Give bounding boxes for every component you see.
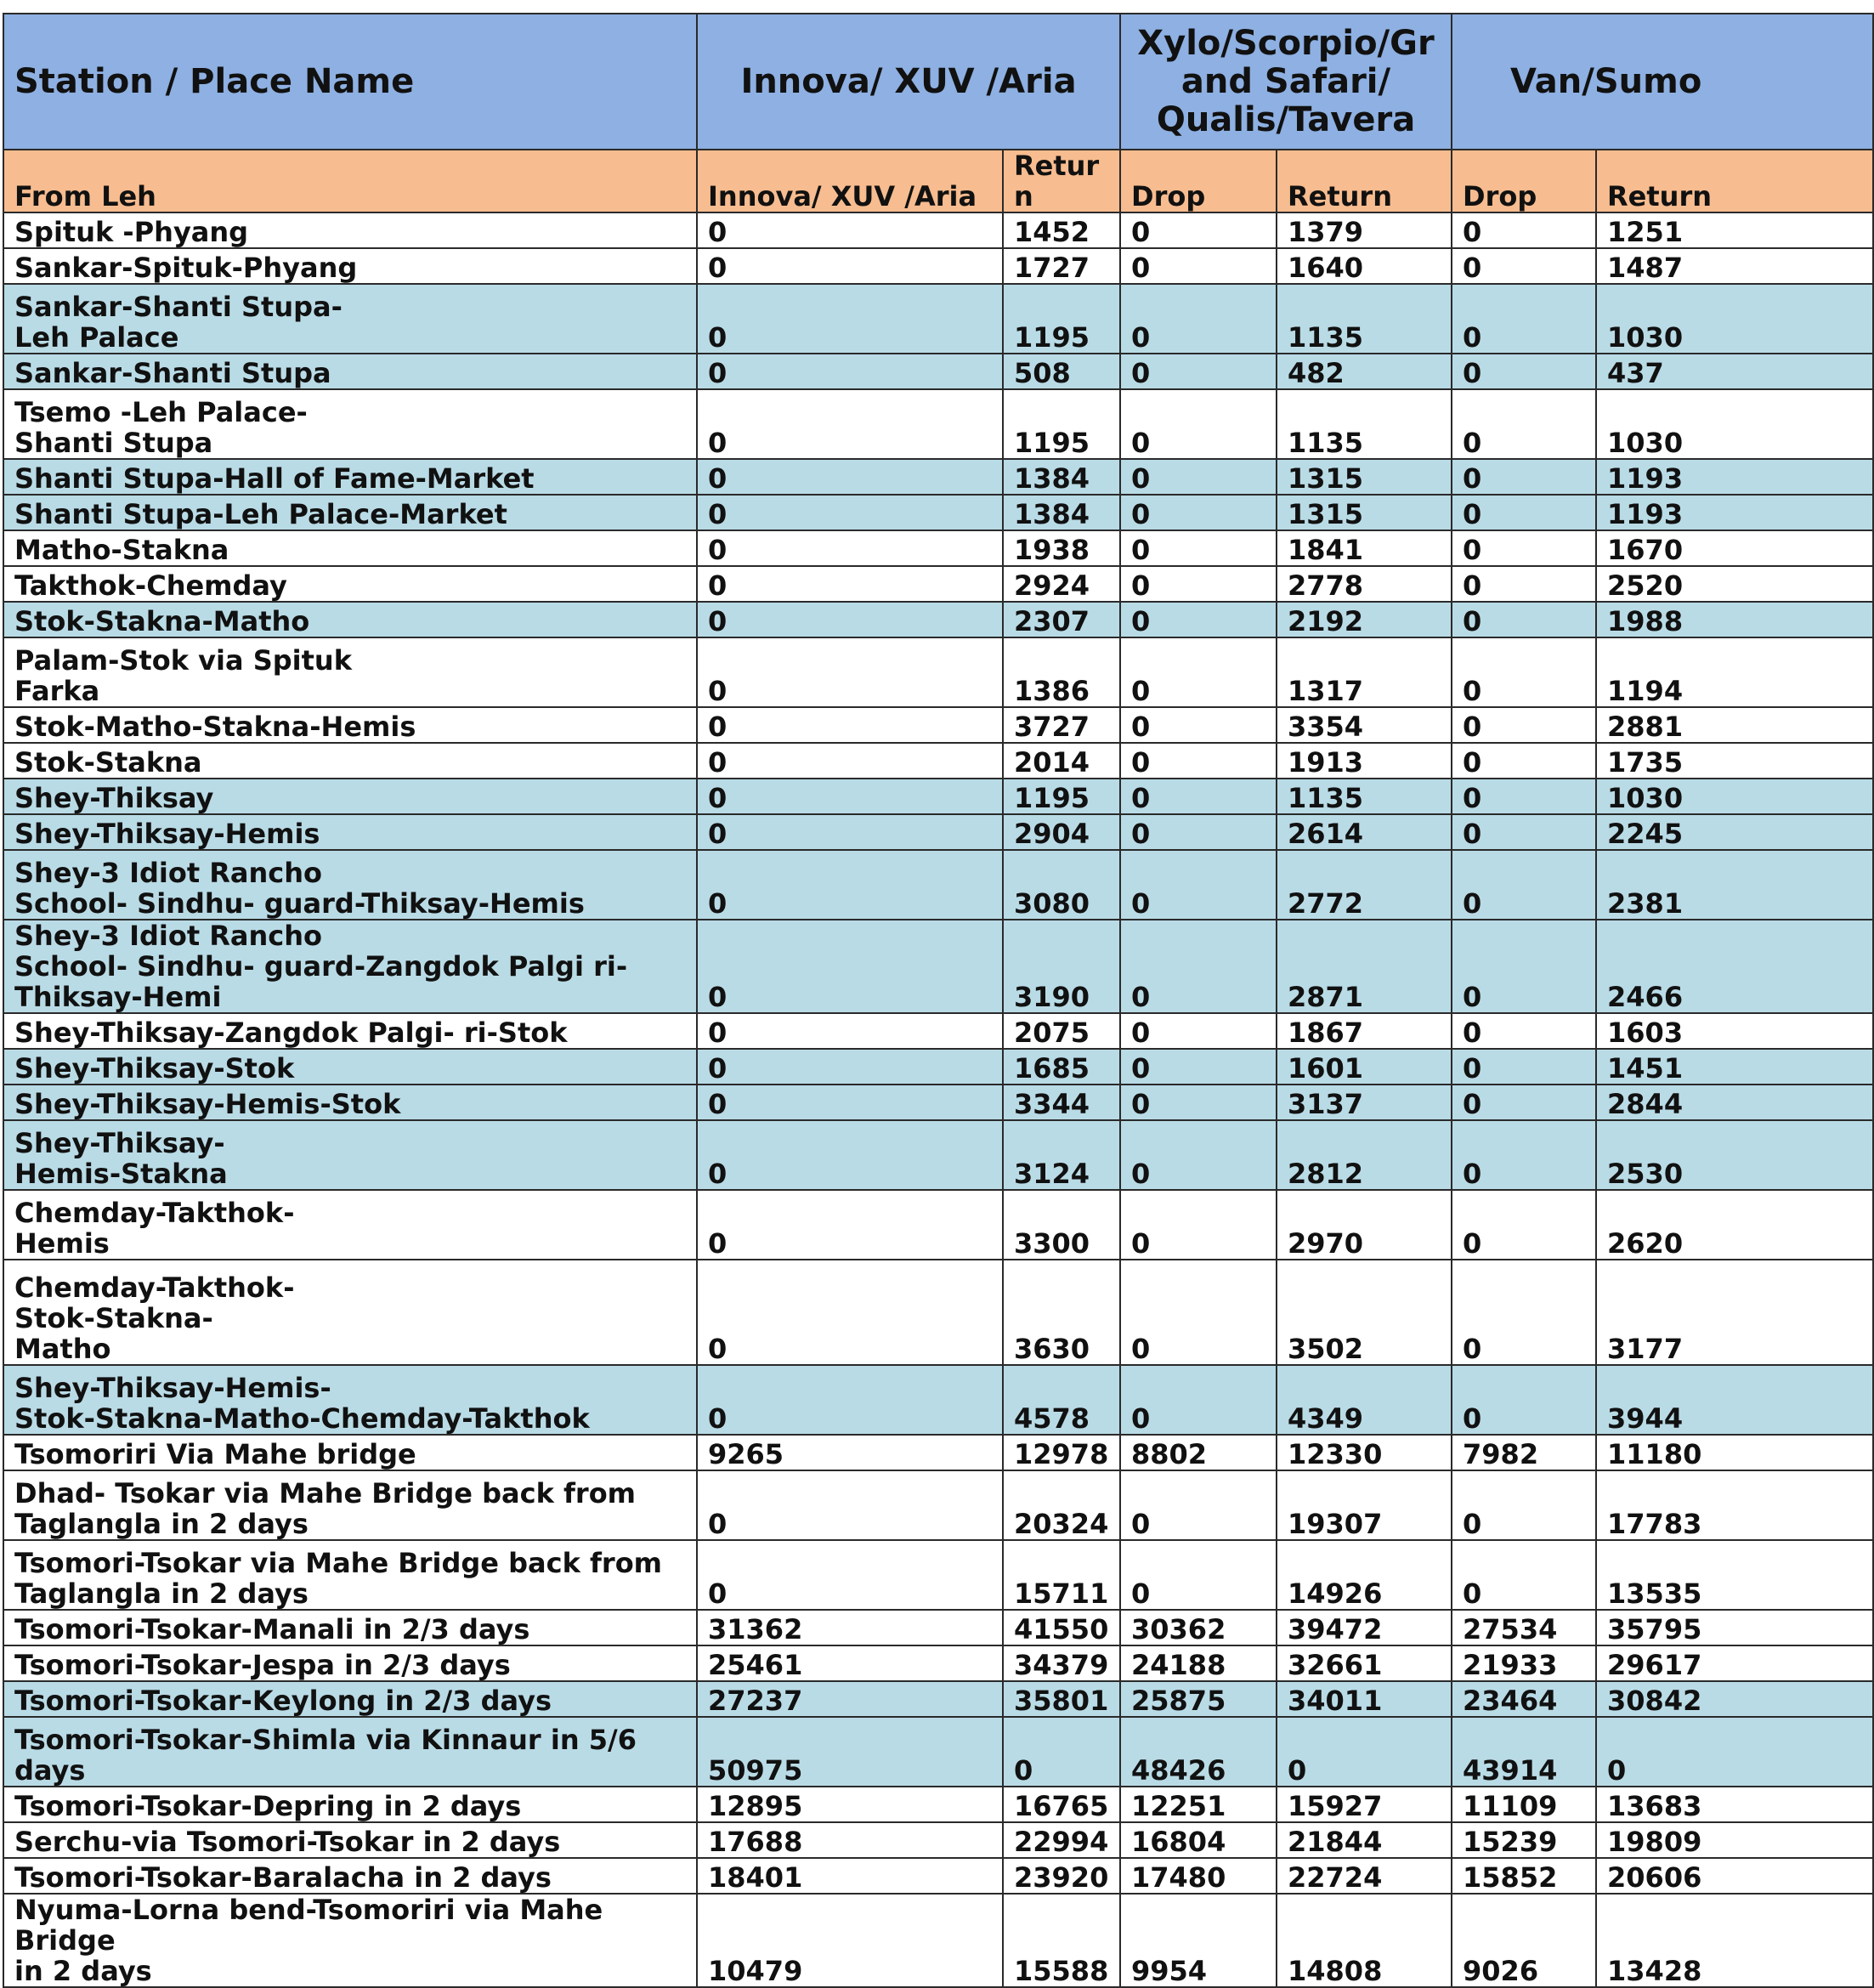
fare-cell-xylo-drop: 0	[1120, 495, 1277, 530]
table-row	[3, 1540, 1873, 1610]
fare-cell-van-return: 1193	[1596, 459, 1873, 495]
fare-cell-van-return: 1451	[1596, 1049, 1873, 1085]
fare-cell-van-return: 2881	[1596, 707, 1873, 743]
fare-cell-innova-drop: 0	[697, 602, 1003, 637]
fare-cell-innova-return: 3727	[1003, 707, 1120, 743]
fare-cell-xylo-drop: 48426	[1120, 1717, 1277, 1787]
table-row	[3, 1470, 1873, 1540]
fare-cell-van-return: 2466	[1596, 920, 1873, 1013]
fare-cell-xylo-drop: 12251	[1120, 1787, 1277, 1822]
route-name-cell: Tsomori-Tsokar-Keylong in 2/3 days	[3, 1681, 697, 1717]
fare-cell-innova-drop: 0	[697, 1190, 1003, 1260]
fare-cell-van-return: 19809	[1596, 1822, 1873, 1858]
table-row	[3, 1049, 1873, 1085]
fare-cell-van-return: 1603	[1596, 1013, 1873, 1049]
fare-cell-xylo-return: 14926	[1277, 1540, 1452, 1610]
table-row	[3, 212, 1873, 248]
fare-cell-xylo-drop: 0	[1120, 459, 1277, 495]
fare-cell-innova-return: 0	[1003, 1717, 1120, 1787]
fare-cell-xylo-return: 12330	[1277, 1435, 1452, 1470]
fare-cell-van-return: 1193	[1596, 495, 1873, 530]
fare-cell-van-drop: 0	[1452, 530, 1596, 566]
table-row	[3, 1681, 1873, 1717]
fare-cell-innova-return: 1384	[1003, 459, 1120, 495]
fare-cell-xylo-return: 1601	[1277, 1049, 1452, 1085]
fare-cell-xylo-return: 1135	[1277, 284, 1452, 354]
table-row	[3, 284, 1873, 354]
route-name-cell: Stok-Stakna	[3, 743, 697, 779]
fare-cell-van-drop: 0	[1452, 707, 1596, 743]
fare-cell-xylo-return: 39472	[1277, 1610, 1452, 1645]
fare-cell-innova-drop: 0	[697, 284, 1003, 354]
fare-cell-xylo-return: 1841	[1277, 530, 1452, 566]
fare-cell-innova-drop: 27237	[697, 1681, 1003, 1717]
fare-cell-innova-drop: 0	[697, 1470, 1003, 1540]
route-name-cell: Shey-Thiksay-Stok	[3, 1049, 697, 1085]
fare-cell-xylo-return: 1913	[1277, 743, 1452, 779]
fare-cell-innova-return: 508	[1003, 354, 1120, 389]
fare-cell-xylo-drop: 0	[1120, 743, 1277, 779]
fare-cell-innova-return: 2014	[1003, 743, 1120, 779]
subheader-innova-return: Retur n	[1003, 150, 1120, 212]
fare-cell-innova-drop: 0	[697, 212, 1003, 248]
route-name-cell: Tsomori-Tsokar-Shimla via Kinnaur in 5/6 days	[3, 1717, 697, 1787]
fare-cell-xylo-return: 15927	[1277, 1787, 1452, 1822]
table-row	[3, 248, 1873, 284]
fare-cell-xylo-drop: 0	[1120, 850, 1277, 920]
fare-cell-van-return: 13535	[1596, 1540, 1873, 1610]
fare-cell-xylo-return: 1867	[1277, 1013, 1452, 1049]
table-row	[3, 566, 1873, 602]
fare-cell-innova-return: 3630	[1003, 1260, 1120, 1365]
fare-cell-innova-return: 15588	[1003, 1894, 1120, 1987]
fare-cell-van-drop: 0	[1452, 637, 1596, 707]
table-row	[3, 530, 1873, 566]
table-row	[3, 707, 1873, 743]
header-station: Station / Place Name	[3, 14, 697, 150]
fare-cell-van-drop: 0	[1452, 1049, 1596, 1085]
fare-cell-innova-return: 16765	[1003, 1787, 1120, 1822]
fare-cell-van-drop: 0	[1452, 459, 1596, 495]
subheader-van-return: Return	[1596, 150, 1873, 212]
fare-cell-innova-return: 15711	[1003, 1540, 1120, 1610]
fare-cell-van-drop: 15852	[1452, 1858, 1596, 1894]
fare-cell-xylo-drop: 16804	[1120, 1822, 1277, 1858]
fare-cell-innova-drop: 0	[697, 530, 1003, 566]
fare-cell-innova-drop: 0	[697, 1260, 1003, 1365]
fare-cell-innova-drop: 0	[697, 743, 1003, 779]
route-name-cell: Tsemo -Leh Palace- Shanti Stupa	[3, 389, 697, 459]
fare-cell-innova-return: 3190	[1003, 920, 1120, 1013]
table-row	[3, 850, 1873, 920]
fare-cell-xylo-return: 1379	[1277, 212, 1452, 248]
fare-cell-van-return: 13428	[1596, 1894, 1873, 1987]
fare-cell-van-drop: 0	[1452, 1085, 1596, 1120]
fare-cell-xylo-return: 0	[1277, 1717, 1452, 1787]
fare-cell-xylo-return: 2614	[1277, 814, 1452, 850]
fare-cell-innova-drop: 0	[697, 1085, 1003, 1120]
fare-cell-van-drop: 0	[1452, 1120, 1596, 1190]
route-name-cell: Tsomori-Tsokar-Jespa in 2/3 days	[3, 1645, 697, 1681]
fare-cell-xylo-drop: 0	[1120, 212, 1277, 248]
fare-cell-xylo-return: 2871	[1277, 920, 1452, 1013]
route-name-cell: Shey-3 Idiot Rancho School- Sindhu- guard-Thiksay-Hemis	[3, 850, 697, 920]
fare-cell-xylo-drop: 0	[1120, 1260, 1277, 1365]
fare-cell-xylo-drop: 0	[1120, 602, 1277, 637]
fare-cell-innova-drop: 0	[697, 637, 1003, 707]
fare-cell-innova-drop: 0	[697, 920, 1003, 1013]
fare-cell-xylo-drop: 0	[1120, 354, 1277, 389]
route-name-cell: Tsomori-Tsokar-Depring in 2 days	[3, 1787, 697, 1822]
route-name-cell: Stok-Matho-Stakna-Hemis	[3, 707, 697, 743]
table-row	[3, 743, 1873, 779]
table-row	[3, 1610, 1873, 1645]
fare-cell-innova-return: 20324	[1003, 1470, 1120, 1540]
fare-cell-xylo-return: 2970	[1277, 1190, 1452, 1260]
fare-cell-van-return: 2530	[1596, 1120, 1873, 1190]
fare-cell-van-return: 17783	[1596, 1470, 1873, 1540]
fare-cell-van-drop: 0	[1452, 284, 1596, 354]
fare-cell-innova-return: 12978	[1003, 1435, 1120, 1470]
fare-cell-van-return: 2520	[1596, 566, 1873, 602]
table-row	[3, 637, 1873, 707]
fare-cell-van-return: 1735	[1596, 743, 1873, 779]
fare-cell-innova-drop: 25461	[697, 1645, 1003, 1681]
fare-cell-innova-drop: 0	[697, 707, 1003, 743]
route-name-cell: Shey-Thiksay-Hemis- Stok-Stakna-Matho-Chemday-Takthok	[3, 1365, 697, 1435]
route-name-cell: Tsomoriri Via Mahe bridge	[3, 1435, 697, 1470]
fare-cell-van-drop: 0	[1452, 495, 1596, 530]
route-name-cell: Shey-Thiksay-Zangdok Palgi- ri-Stok	[3, 1013, 697, 1049]
fare-cell-van-return: 437	[1596, 354, 1873, 389]
fare-cell-xylo-drop: 0	[1120, 1120, 1277, 1190]
fare-cell-xylo-drop: 0	[1120, 1470, 1277, 1540]
fare-cell-innova-return: 1386	[1003, 637, 1120, 707]
table-row	[3, 459, 1873, 495]
fare-cell-innova-return: 41550	[1003, 1610, 1120, 1645]
fare-cell-innova-drop: 0	[697, 495, 1003, 530]
fare-cell-van-drop: 0	[1452, 1365, 1596, 1435]
fare-cell-xylo-return: 2192	[1277, 602, 1452, 637]
fare-cell-van-return: 2844	[1596, 1085, 1873, 1120]
route-name-cell: Stok-Stakna-Matho	[3, 602, 697, 637]
fare-cell-innova-return: 2904	[1003, 814, 1120, 850]
fare-cell-van-return: 11180	[1596, 1435, 1873, 1470]
route-name-cell: Nyuma-Lorna bend-Tsomoriri via Mahe Bridge in 2 days	[3, 1894, 697, 1987]
fare-cell-innova-return: 1195	[1003, 779, 1120, 814]
route-name-cell: Spituk -Phyang	[3, 212, 697, 248]
fare-cell-innova-drop: 0	[697, 1120, 1003, 1190]
header-row-sub	[3, 150, 1873, 212]
fare-cell-innova-return: 3300	[1003, 1190, 1120, 1260]
fare-cell-innova-drop: 50975	[697, 1717, 1003, 1787]
fare-cell-van-return: 1030	[1596, 779, 1873, 814]
fare-cell-innova-return: 2924	[1003, 566, 1120, 602]
fare-cell-van-drop: 0	[1452, 1260, 1596, 1365]
fare-cell-innova-return: 2075	[1003, 1013, 1120, 1049]
fare-cell-xylo-drop: 0	[1120, 530, 1277, 566]
fare-cell-van-return: 35795	[1596, 1610, 1873, 1645]
fare-cell-innova-return: 22994	[1003, 1822, 1120, 1858]
fare-cell-xylo-drop: 0	[1120, 1365, 1277, 1435]
table-row	[3, 1260, 1873, 1365]
fare-cell-xylo-drop: 8802	[1120, 1435, 1277, 1470]
fare-cell-van-return: 13683	[1596, 1787, 1873, 1822]
fare-cell-van-drop: 0	[1452, 850, 1596, 920]
fare-cell-van-drop: 0	[1452, 779, 1596, 814]
fare-cell-van-drop: 0	[1452, 920, 1596, 1013]
fare-cell-van-return: 2620	[1596, 1190, 1873, 1260]
fare-cell-innova-return: 35801	[1003, 1681, 1120, 1717]
fare-cell-xylo-drop: 25875	[1120, 1681, 1277, 1717]
table-row	[3, 1858, 1873, 1894]
fare-cell-xylo-return: 3137	[1277, 1085, 1452, 1120]
fare-cell-van-drop: 7982	[1452, 1435, 1596, 1470]
fare-cell-xylo-drop: 24188	[1120, 1645, 1277, 1681]
fare-cell-xylo-return: 14808	[1277, 1894, 1452, 1987]
fare-table-container	[3, 13, 1712, 1987]
fare-cell-van-drop: 0	[1452, 212, 1596, 248]
table-row	[3, 814, 1873, 850]
fare-cell-van-return: 1670	[1596, 530, 1873, 566]
fare-cell-innova-drop: 0	[697, 1049, 1003, 1085]
header-group-xylo: Xylo/Scorpio/Gr and Safari/ Qualis/Tavera	[1120, 14, 1452, 150]
route-name-cell: Serchu-via Tsomori-Tsokar in 2 days	[3, 1822, 697, 1858]
fare-cell-xylo-return: 2778	[1277, 566, 1452, 602]
fare-cell-van-drop: 15239	[1452, 1822, 1596, 1858]
table-row	[3, 1717, 1873, 1787]
fare-cell-van-return: 2245	[1596, 814, 1873, 850]
fare-cell-innova-drop: 9265	[697, 1435, 1003, 1470]
route-name-cell: Takthok-Chemday	[3, 566, 697, 602]
route-name-cell: Tsomori-Tsokar via Mahe Bridge back from Taglangla in 2 days	[3, 1540, 697, 1610]
subheader-van-drop: Drop	[1452, 150, 1596, 212]
fare-cell-van-return: 1030	[1596, 389, 1873, 459]
fare-cell-innova-drop: 0	[697, 248, 1003, 284]
fare-cell-xylo-drop: 0	[1120, 1013, 1277, 1049]
route-name-cell: Chemday-Takthok- Stok-Stakna- Matho	[3, 1260, 697, 1365]
fare-cell-xylo-drop: 0	[1120, 1049, 1277, 1085]
fare-cell-innova-return: 3080	[1003, 850, 1120, 920]
table-row	[3, 354, 1873, 389]
table-row	[3, 1435, 1873, 1470]
table-row	[3, 1013, 1873, 1049]
fare-cell-innova-return: 3344	[1003, 1085, 1120, 1120]
route-name-cell: Shanti Stupa-Leh Palace-Market	[3, 495, 697, 530]
table-row	[3, 1085, 1873, 1120]
fare-cell-innova-return: 1195	[1003, 389, 1120, 459]
route-name-cell: Shey-Thiksay-Hemis	[3, 814, 697, 850]
table-row	[3, 1787, 1873, 1822]
fare-cell-innova-drop: 0	[697, 814, 1003, 850]
fare-table	[3, 13, 1874, 1988]
fare-cell-xylo-return: 3502	[1277, 1260, 1452, 1365]
fare-cell-van-drop: 0	[1452, 248, 1596, 284]
fare-cell-xylo-return: 21844	[1277, 1822, 1452, 1858]
table-row	[3, 779, 1873, 814]
route-name-cell: Tsomori-Tsokar-Manali in 2/3 days	[3, 1610, 697, 1645]
subheader-xylo-drop: Drop	[1120, 150, 1277, 212]
header-group-innova: Innova/ XUV /Aria	[697, 14, 1120, 150]
fare-cell-xylo-drop: 30362	[1120, 1610, 1277, 1645]
fare-cell-van-drop: 0	[1452, 1540, 1596, 1610]
table-row	[3, 1822, 1873, 1858]
fare-cell-van-return: 30842	[1596, 1681, 1873, 1717]
fare-cell-innova-return: 34379	[1003, 1645, 1120, 1681]
fare-cell-van-drop: 23464	[1452, 1681, 1596, 1717]
fare-cell-van-drop: 0	[1452, 566, 1596, 602]
route-name-cell: Shey-Thiksay-Hemis-Stok	[3, 1085, 697, 1120]
route-name-cell: Matho-Stakna	[3, 530, 697, 566]
fare-cell-van-drop: 0	[1452, 354, 1596, 389]
fare-cell-van-drop: 11109	[1452, 1787, 1596, 1822]
header-row-main	[3, 14, 1873, 150]
fare-cell-innova-return: 1938	[1003, 530, 1120, 566]
table-row	[3, 495, 1873, 530]
fare-cell-innova-drop: 31362	[697, 1610, 1003, 1645]
fare-cell-xylo-drop: 9954	[1120, 1894, 1277, 1987]
fare-cell-xylo-drop: 0	[1120, 779, 1277, 814]
fare-cell-xylo-drop: 0	[1120, 707, 1277, 743]
fare-cell-van-return: 20606	[1596, 1858, 1873, 1894]
fare-cell-innova-return: 4578	[1003, 1365, 1120, 1435]
fare-cell-van-return: 1251	[1596, 212, 1873, 248]
fare-cell-xylo-drop: 0	[1120, 637, 1277, 707]
fare-cell-van-drop: 0	[1452, 1013, 1596, 1049]
subheader-from-leh: From Leh	[3, 150, 697, 212]
fare-cell-innova-drop: 0	[697, 459, 1003, 495]
fare-cell-xylo-drop: 0	[1120, 814, 1277, 850]
fare-cell-xylo-return: 1135	[1277, 389, 1452, 459]
route-name-cell: Sankar-Spituk-Phyang	[3, 248, 697, 284]
fare-cell-innova-drop: 0	[697, 354, 1003, 389]
fare-cell-innova-return: 1384	[1003, 495, 1120, 530]
fare-cell-xylo-return: 1135	[1277, 779, 1452, 814]
fare-cell-van-return: 1030	[1596, 284, 1873, 354]
fare-cell-van-return: 3944	[1596, 1365, 1873, 1435]
fare-cell-van-return: 29617	[1596, 1645, 1873, 1681]
fare-cell-innova-return: 2307	[1003, 602, 1120, 637]
fare-cell-xylo-return: 1640	[1277, 248, 1452, 284]
header-group-van: Van/Sumo	[1452, 14, 1873, 150]
route-name-cell: Sankar-Shanti Stupa- Leh Palace	[3, 284, 697, 354]
fare-cell-innova-drop: 17688	[697, 1822, 1003, 1858]
fare-cell-van-drop: 0	[1452, 814, 1596, 850]
fare-cell-innova-return: 3124	[1003, 1120, 1120, 1190]
fare-cell-innova-return: 1452	[1003, 212, 1120, 248]
fare-cell-xylo-drop: 0	[1120, 1085, 1277, 1120]
fare-cell-van-return: 1988	[1596, 602, 1873, 637]
fare-cell-xylo-return: 2812	[1277, 1120, 1452, 1190]
fare-cell-xylo-drop: 0	[1120, 284, 1277, 354]
fare-cell-xylo-drop: 0	[1120, 1190, 1277, 1260]
fare-cell-xylo-return: 1317	[1277, 637, 1452, 707]
fare-cell-xylo-drop: 0	[1120, 920, 1277, 1013]
fare-cell-innova-drop: 0	[697, 389, 1003, 459]
fare-cell-innova-drop: 18401	[697, 1858, 1003, 1894]
route-name-cell: Shanti Stupa-Hall of Fame-Market	[3, 459, 697, 495]
fare-cell-innova-drop: 12895	[697, 1787, 1003, 1822]
fare-cell-van-return: 1194	[1596, 637, 1873, 707]
table-row	[3, 920, 1873, 1013]
fare-cell-van-drop: 0	[1452, 1190, 1596, 1260]
fare-cell-xylo-drop: 17480	[1120, 1858, 1277, 1894]
fare-cell-xylo-drop: 0	[1120, 389, 1277, 459]
fare-cell-van-drop: 0	[1452, 743, 1596, 779]
fare-cell-xylo-return: 482	[1277, 354, 1452, 389]
fare-cell-xylo-drop: 0	[1120, 566, 1277, 602]
route-name-cell: Shey-Thiksay	[3, 779, 697, 814]
fare-cell-van-drop: 27534	[1452, 1610, 1596, 1645]
fare-cell-xylo-return: 32661	[1277, 1645, 1452, 1681]
fare-cell-innova-drop: 10479	[697, 1894, 1003, 1987]
fare-cell-van-drop: 9026	[1452, 1894, 1596, 1987]
table-row	[3, 1120, 1873, 1190]
fare-cell-xylo-drop: 0	[1120, 248, 1277, 284]
route-name-cell: Palam-Stok via Spituk Farka	[3, 637, 697, 707]
fare-cell-van-drop: 21933	[1452, 1645, 1596, 1681]
fare-cell-xylo-return: 1315	[1277, 495, 1452, 530]
fare-cell-innova-return: 23920	[1003, 1858, 1120, 1894]
fare-cell-van-drop: 43914	[1452, 1717, 1596, 1787]
fare-cell-xylo-return: 19307	[1277, 1470, 1452, 1540]
fare-cell-xylo-return: 4349	[1277, 1365, 1452, 1435]
fare-cell-xylo-return: 22724	[1277, 1858, 1452, 1894]
fare-cell-innova-return: 1727	[1003, 248, 1120, 284]
table-row	[3, 1190, 1873, 1260]
fare-cell-innova-drop: 0	[697, 850, 1003, 920]
fare-cell-xylo-return: 2772	[1277, 850, 1452, 920]
route-name-cell: Chemday-Takthok- Hemis	[3, 1190, 697, 1260]
fare-cell-van-drop: 0	[1452, 602, 1596, 637]
fare-cell-innova-drop: 0	[697, 1365, 1003, 1435]
fare-cell-innova-return: 1195	[1003, 284, 1120, 354]
table-row	[3, 1365, 1873, 1435]
fare-cell-innova-drop: 0	[697, 1540, 1003, 1610]
fare-cell-van-drop: 0	[1452, 389, 1596, 459]
route-name-cell: Shey-Thiksay- Hemis-Stakna	[3, 1120, 697, 1190]
table-row	[3, 389, 1873, 459]
fare-cell-innova-return: 1685	[1003, 1049, 1120, 1085]
fare-cell-van-return: 1487	[1596, 248, 1873, 284]
subheader-innova-drop: Innova/ XUV /Aria	[697, 150, 1003, 212]
subheader-xylo-return: Return	[1277, 150, 1452, 212]
route-name-cell: Shey-3 Idiot Rancho School- Sindhu- guard-Zangdok Palgi ri- Thiksay-Hemi	[3, 920, 697, 1013]
table-row	[3, 602, 1873, 637]
table-row	[3, 1645, 1873, 1681]
fare-cell-van-return: 0	[1596, 1717, 1873, 1787]
fare-cell-van-drop: 0	[1452, 1470, 1596, 1540]
fare-cell-xylo-return: 34011	[1277, 1681, 1452, 1717]
route-name-cell: Sankar-Shanti Stupa	[3, 354, 697, 389]
route-name-cell: Dhad- Tsokar via Mahe Bridge back from Taglangla in 2 days	[3, 1470, 697, 1540]
fare-cell-van-return: 2381	[1596, 850, 1873, 920]
fare-cell-xylo-return: 3354	[1277, 707, 1452, 743]
table-body	[3, 212, 1873, 1987]
table-row	[3, 1894, 1873, 1987]
route-name-cell: Tsomori-Tsokar-Baralacha in 2 days	[3, 1858, 697, 1894]
fare-cell-xylo-drop: 0	[1120, 1540, 1277, 1610]
fare-cell-van-return: 3177	[1596, 1260, 1873, 1365]
fare-cell-innova-drop: 0	[697, 779, 1003, 814]
fare-cell-innova-drop: 0	[697, 566, 1003, 602]
fare-cell-innova-drop: 0	[697, 1013, 1003, 1049]
fare-cell-xylo-return: 1315	[1277, 459, 1452, 495]
